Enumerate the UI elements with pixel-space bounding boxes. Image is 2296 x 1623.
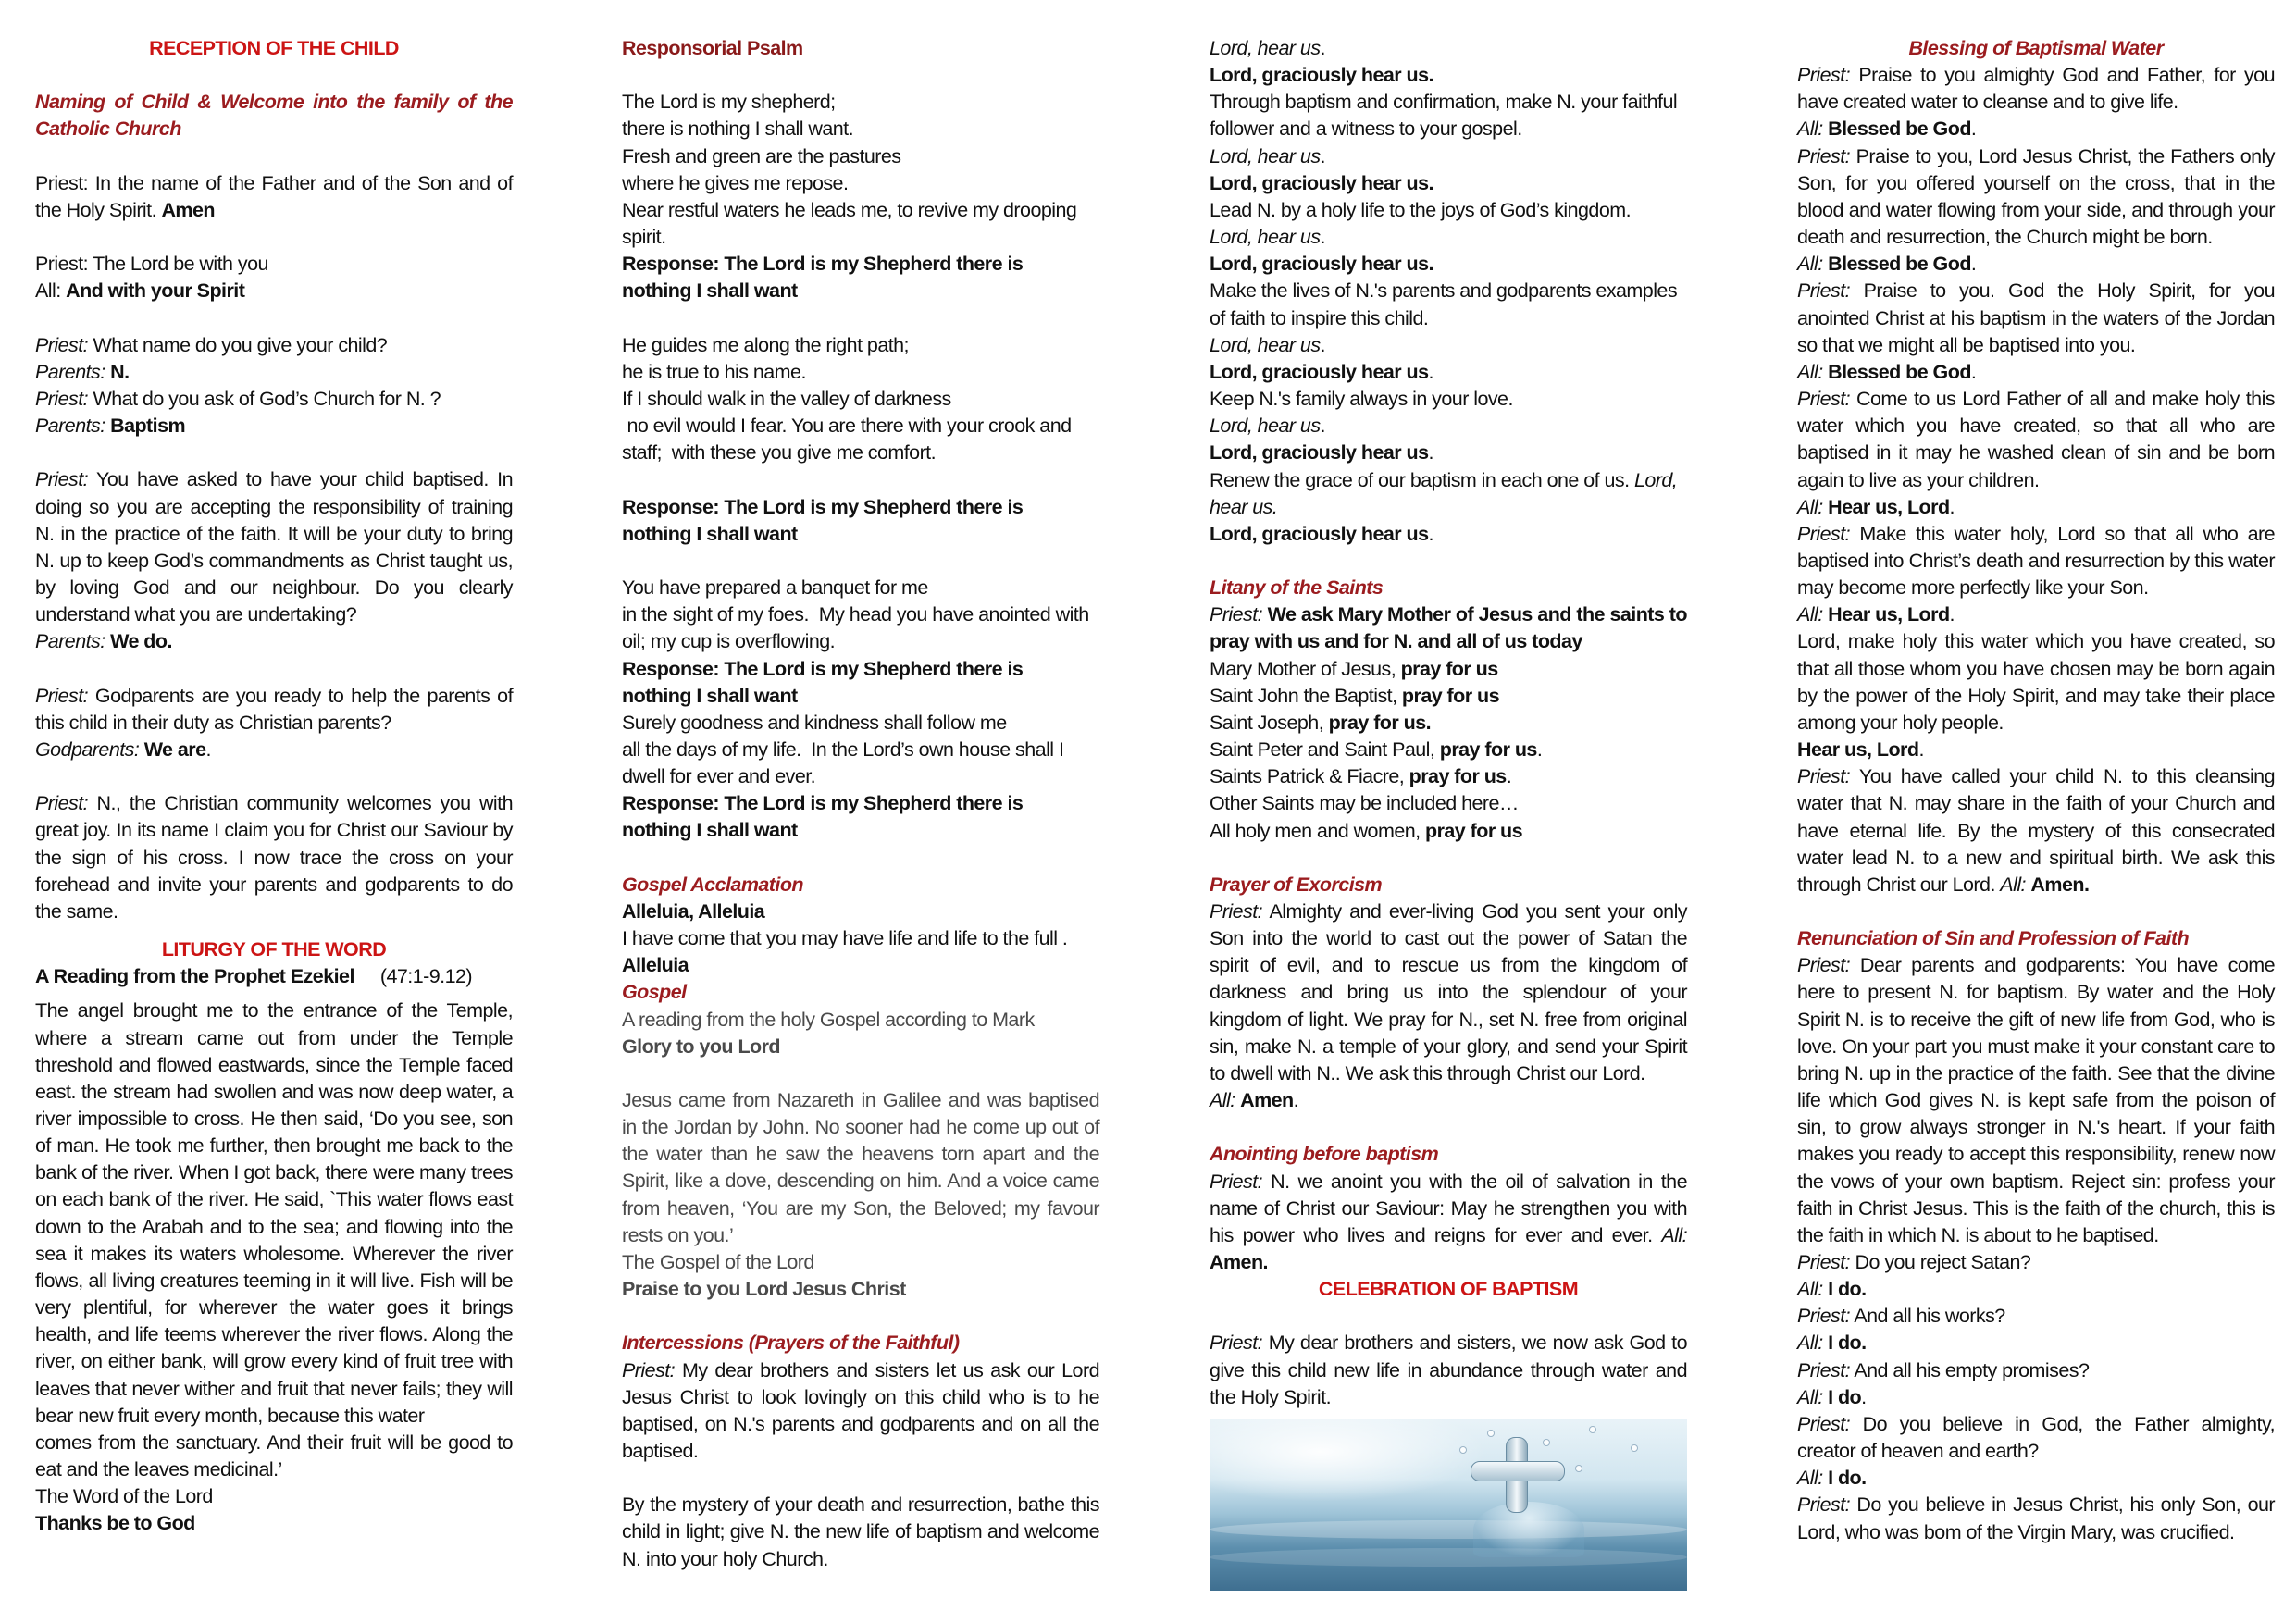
litany-intro: [1210, 601, 1687, 655]
hear-us: [1210, 35, 1687, 62]
exorcism-heading: Prayer of Exorcism: [1210, 873, 1383, 896]
graciously-hear-us: [1210, 62, 1687, 89]
all-label: All:: [1797, 1278, 1823, 1301]
priest-label: Priest:: [35, 792, 89, 815]
psalm-response: [622, 494, 1099, 548]
saint-name: Mary Mother of Jesus,: [1210, 657, 1401, 680]
priest-label: Priest:: [1797, 765, 1851, 788]
saint-invocation: [1210, 656, 1687, 683]
naming-dialogue: [35, 332, 513, 440]
petition-text: Renew the grace of our baptism in each one of us.: [1210, 468, 1634, 491]
psalm-line: Surely goodness and kindness shall follow me: [622, 711, 1007, 734]
priest-label: Priest:: [1210, 603, 1263, 626]
priest-label: Priest:: [1797, 388, 1851, 411]
alleluia-double: [622, 898, 1099, 925]
welcome-body: N., the Christian community welcomes you with great joy. In its name I claim you for Christ our Saviour by the sign of his cross. I now trace the cross on your forehead and invite your parents and godparents to do the same.: [35, 792, 513, 923]
section-title-liturgy: LITURGY OF THE WORD: [161, 938, 387, 961]
answer: [1797, 1330, 2275, 1357]
renunciation-text: Dear parents and godparents: You have come here to present N. for baptism. By water and the Holy Spirit N. is to receive the gift of new life from God, who is love. On your part you must make it your constant care to bring N. up in the practice of the faith. See that the divine life which God gives N. is kept safe from the poison of sin, to grow always stronger in N.'s heart. If your faith makes you ready to accept this responsibility, renew now the vows of your own baptism. Reject sin: profess your faith in Christ Jesus. This is the faith of the church, this is the faith in which N. is about to he baptised.: [1797, 954, 2275, 1246]
reading-text-continued: comes from the sanctuary. And their fruit will be good to eat and the leaves medicinal.’: [35, 1431, 513, 1481]
period: .: [1506, 765, 1512, 788]
graciously-hear-us: [1210, 170, 1687, 197]
period: .: [1320, 144, 1325, 167]
thanks-response: Thanks be to God: [35, 1512, 195, 1535]
thanks-be-to-god: [35, 1510, 513, 1537]
gracious-text: Lord, graciously hear us: [1210, 522, 1429, 545]
blessing-5: [1797, 521, 2275, 601]
gracious-text: Lord, graciously hear us: [1210, 360, 1429, 383]
blessing-1: [1797, 62, 2275, 116]
godparents-answer: [35, 737, 513, 763]
question-text: And all his empty promises?: [1850, 1358, 2090, 1381]
greeting-priest: Priest: The Lord be with you: [35, 253, 268, 276]
i-do-response: I do: [1828, 1385, 1862, 1408]
intercessions-text: My dear brothers and sisters let us ask our Lord Jesus Christ to look lovingly on this child who is to he baptised, on N.'s parents and godparents and on all the baptised.: [622, 1358, 1099, 1463]
acclamation-heading: Gospel Acclamation: [622, 873, 803, 896]
blessing-2: [1797, 143, 2275, 252]
column-blessing: [1797, 35, 2275, 1546]
pray-for-us: pray for us.: [1328, 711, 1432, 734]
hear-lord-response: Hear us, Lord: [1828, 495, 1950, 518]
blessed-be-god: [1797, 359, 2275, 386]
priest-label: Priest:: [1797, 1493, 1851, 1517]
hear-us-lord: [1797, 601, 2275, 628]
psalm-stanza-1: [622, 89, 1099, 251]
period: .: [1293, 1089, 1299, 1112]
period: .: [205, 737, 211, 761]
parents-label: Parents:: [35, 630, 105, 653]
psalm-line: where he gives me repose.: [622, 171, 849, 194]
saint-invocation: [1210, 737, 1687, 763]
water-cross-photo-icon: [1210, 1419, 1687, 1591]
period: .: [1428, 441, 1433, 465]
priest-label: Priest:: [1797, 954, 1851, 977]
graciously-hear-us: [1210, 440, 1687, 466]
priest-label: Priest:: [1797, 1412, 1851, 1435]
blessed-response: Blessed be God: [1828, 360, 1971, 383]
question-name: What name do you give your child?: [88, 333, 388, 356]
all-label: All:: [1797, 1467, 1823, 1490]
graciously-hear-us: [1210, 359, 1687, 386]
priest-label: Priest:: [35, 684, 89, 707]
hear-us-text: Lord, hear us: [1210, 144, 1321, 167]
welcome-text: [35, 790, 513, 925]
psalm-line: The Lord is my shepherd;: [622, 91, 836, 114]
priest-label: Priest:: [622, 1358, 676, 1381]
answer-baptism: Baptism: [105, 415, 186, 438]
petition: Through baptism and confirmation, make N. your faithful follower and a witness to your gospel.: [1210, 91, 1678, 141]
answer: [1797, 1276, 2275, 1303]
all-label: All:: [1210, 1089, 1235, 1112]
psalm-stanza-4: [622, 710, 1099, 790]
psalm-line: Fresh and green are the pastures: [622, 144, 901, 167]
parents-label: Parents:: [35, 415, 105, 438]
anointing-body: N. we anoint you with the oil of salvation in the name of Christ our Saviour: May he strengthen you with his power who lives and reigns for ever and ever.: [1210, 1170, 1687, 1246]
saint-name: Saint Peter and Saint Paul,: [1210, 738, 1440, 762]
blessed-response: Blessed be God: [1828, 118, 1971, 141]
question: [1797, 1411, 2275, 1465]
all-label: All:: [1661, 1223, 1687, 1246]
blessing-text: Make this water holy, Lord so that all who are baptised into Christ’s death and resurrection by this water may become more perfectly like your Son.: [1797, 522, 2275, 600]
period: .: [1320, 37, 1325, 59]
column-reception: [35, 35, 513, 1537]
celebration-text: [1210, 1330, 1687, 1410]
psalm-line: there is nothing I shall want.: [622, 118, 854, 141]
hear-us-text: Lord, hear us.: [1210, 468, 1678, 518]
graciously-hear-us: [1210, 521, 1687, 548]
anointing-text: [1210, 1169, 1687, 1277]
gospel-intro: A reading from the holy Gospel according to Mark: [622, 1008, 1035, 1031]
blessed-be-god: [1797, 116, 2275, 142]
renunciation-heading: Renunciation of Sin and Profession of Faith: [1797, 927, 2190, 950]
blessing-text: You have called your child N. to this cleansing water that N. may share in the faith of your Church and have eternal life. By the mystery of this consecrated water lead N. to a new and spiritual birth. We ask this through Christ our Lord.: [1797, 765, 2275, 896]
alleluia-text: Alleluia: [622, 954, 689, 977]
exorcism-amen: [1210, 1087, 1687, 1114]
blessing-3: [1797, 278, 2275, 358]
exorcism-body: Almighty and ever-living God you sent your only Son into the world to cast out the power of Satan the spirit of evil, and to rescue us from the kingdom of darkness and bring us into the splendour of your kingdom of light. We pray for N., set N. free from original sin, make N. a temple of your glory, and send your Spirit to dwell with N.. We ask this through Christ our Lord.: [1210, 899, 1687, 1084]
all-label: All:: [1797, 253, 1823, 276]
greeting-response: And with your Spirit: [66, 279, 245, 303]
period: .: [1428, 522, 1433, 545]
petition: Make the lives of N.'s parents and godparents examples of faith to inspire this child.: [1210, 279, 1678, 329]
hear-us-text: Lord, hear us: [1210, 415, 1321, 438]
greeting-all-label: All:: [35, 279, 67, 303]
saint-name: All holy men and women,: [1210, 819, 1425, 842]
priest-label: Priest:: [35, 468, 89, 491]
gospel-end-response: [622, 1276, 1099, 1303]
answer: [1797, 1384, 2275, 1411]
psalm-heading: Responsorial Psalm: [622, 37, 803, 59]
saint-invocation: [1210, 710, 1687, 737]
priest-label: Priest:: [1797, 1305, 1851, 1328]
blessing-text: Praise to you almighty God and Father, for you have created water to cleanse and to give life.: [1797, 64, 2275, 114]
saint-name: Saints Patrick & Fiacre,: [1210, 765, 1409, 788]
hear-us: [1210, 224, 1687, 251]
period: .: [1949, 603, 1955, 626]
psalm-line: all the days of my life. In the Lord’s own house shall I dwell for ever and ever.: [622, 738, 1069, 788]
psalm-line: no evil would I fear. You are there with your crook and staff; with these you give me comfort.: [622, 415, 1076, 465]
psalm-response-text: Response: The Lord is my Shepherd there is nothing I shall want: [622, 495, 1024, 545]
responsibility-question: [35, 466, 513, 628]
gracious-text: Lord, graciously hear us.: [1210, 253, 1433, 276]
saint-invocation: [1210, 818, 1687, 845]
priest-label: Priest:: [35, 333, 89, 356]
saints-list: [1210, 656, 1687, 845]
all-label: All:: [1797, 1332, 1823, 1355]
period: .: [1949, 495, 1955, 518]
psalm-stanza-3: [622, 575, 1099, 655]
psalm-response: [622, 251, 1099, 304]
period: .: [1861, 1385, 1867, 1408]
pray-for-us: pray for us: [1401, 684, 1499, 707]
opening-blessing-text: Priest: In the name of the Father and of the Son and of the Holy Spirit.: [35, 171, 513, 221]
question-text: Do you believe in Jesus Christ, his only Son, our Lord, who was bom of the Virgin Mary, was crucified.: [1797, 1493, 2275, 1543]
period: .: [1536, 738, 1543, 762]
acclamation-verse: I have come that you may have life and life to the full .: [622, 927, 1068, 950]
reading-title-text: A Reading from the Prophet Ezekiel: [35, 965, 354, 988]
i-do-response: I do.: [1828, 1332, 1867, 1355]
amen-response: Amen.: [2030, 873, 2090, 896]
reading-reference: (47:1-9.12): [379, 965, 472, 988]
godparents-question: [35, 683, 513, 737]
saint-invocation: [1210, 683, 1687, 710]
blessing-text: Come to us Lord Father of all and make holy this water which you have created, so that all who are baptised in it may he washed clean of sin and be born again to live as your children.: [1797, 388, 2275, 491]
period: .: [1918, 738, 1924, 762]
question: [1797, 1492, 2275, 1545]
gracious-text: Lord, graciously hear us.: [1210, 171, 1433, 194]
gospel-response: [622, 1034, 1099, 1060]
gospel-heading: Gospel: [622, 981, 687, 1004]
intercessions-intro: [622, 1357, 1099, 1466]
pray-for-us: pray for us: [1400, 657, 1498, 680]
period: .: [1428, 360, 1433, 383]
blessed-be-god: [1797, 251, 2275, 278]
psalm-response-text: Response: The Lord is my Shepherd there is nothing I shall want: [622, 657, 1024, 707]
litany-heading: Litany of the Saints: [1210, 576, 1384, 600]
answer-we-are: We are: [139, 737, 206, 761]
petition: Keep N.'s family always in your love.: [1210, 388, 1513, 411]
priest-label: Priest:: [1210, 1170, 1263, 1193]
psalm-line: Near restful waters he leads me, to revive my drooping spirit.: [622, 198, 1077, 249]
graciously-hear-us: [1210, 251, 1687, 278]
all-label: All:: [1797, 360, 1823, 383]
amen-response: Amen: [1240, 1089, 1294, 1112]
answer: [1797, 1465, 2275, 1492]
psalm-response: [622, 790, 1099, 844]
parents-answer: [35, 628, 513, 655]
celebration-body: My dear brothers and sisters, we now ask God to give this child new life in abundance through water and the Holy Spirit.: [1210, 1332, 1687, 1408]
saint-name: Saint John the Baptist,: [1210, 684, 1402, 707]
period: .: [1320, 415, 1325, 438]
hear-us-lord: [1797, 494, 2275, 521]
blessing-6: Lord, make holy this water which you have created, so that all those whom you have chosen may be born again by the power of the Holy Spirit, and may take their place among your holy people.: [1797, 630, 2275, 734]
all-label: All:: [1797, 603, 1823, 626]
hear-lord-response: Hear us, Lord: [1797, 738, 1919, 762]
section-title-celebration: CELEBRATION OF BAPTISM: [1318, 1278, 1579, 1301]
hear-us-lord: [1797, 737, 2275, 763]
psalm-line: He guides me along the right path;: [622, 333, 909, 356]
hear-us-text: Lord, hear us: [1210, 226, 1321, 249]
word-of-the-lord: The Word of the Lord: [35, 1485, 213, 1508]
alleluia-single: [622, 952, 1099, 979]
saint-name: Other Saints may be included here…: [1210, 792, 1519, 815]
period: .: [1970, 360, 1977, 383]
psalm-line: in the sight of my foes. My head you have anointed with oil; my cup is overflowing.: [622, 603, 1095, 653]
gracious-text: Lord, graciously hear us: [1210, 441, 1429, 465]
psalm-response: [622, 656, 1099, 710]
psalm-response-text: Response: The Lord is my Shepherd there is nothing I shall want: [622, 253, 1024, 303]
all-label: All:: [1797, 118, 1823, 141]
priest-label: Priest:: [1797, 1358, 1851, 1381]
glory-response: Glory to you Lord: [622, 1035, 781, 1058]
all-label: All:: [1797, 495, 1823, 518]
priest-label: Priest:: [1797, 144, 1851, 167]
psalm-line: If I should walk in the valley of darkness: [622, 388, 951, 410]
opening-blessing-response: Amen: [161, 198, 215, 221]
petition: Lead N. by a holy life to the joys of God’s kingdom.: [1210, 198, 1632, 221]
mystery-petition: By the mystery of your death and resurrection, bathe this child in light; give N. the new life of baptism and welcome N. into your holy Church.: [622, 1493, 1099, 1570]
blessing-4: [1797, 386, 2275, 494]
priest-label: Priest:: [1797, 522, 1851, 545]
blessing-7: [1797, 763, 2275, 898]
question: [1797, 1303, 2275, 1330]
blessing-text: Praise to you. God the Holy Spirit, for you anointed Christ at his baptism in the waters of the Jordan so that we might all be baptised into you.: [1797, 279, 2275, 356]
column-litany: [1210, 35, 1687, 1591]
responsibility-text: You have asked to have your child baptised. In doing so you are accepting the responsibility of training N. in the practice of the faith. It will be your duty to bring N. up to keep God’s commandments as Christ taught us, by loving God and our neighbour. Do you clearly understand what you are undertaking?: [35, 468, 513, 626]
priest-label: Priest:: [35, 387, 89, 410]
all-label: All:: [2000, 873, 2026, 896]
blessing-heading: Blessing of Baptismal Water: [1908, 37, 2164, 59]
amen-response: Amen.: [1210, 1250, 1268, 1273]
column-psalm-gospel: [622, 35, 1099, 1573]
question: [1797, 1357, 2275, 1384]
renunciation-intro: [1797, 952, 2275, 1249]
question-text: Do you believe in God, the Father almighty, creator of heaven and earth?: [1797, 1412, 2275, 1463]
i-do-response: I do.: [1828, 1278, 1867, 1301]
gracious-text: Lord, graciously hear us.: [1210, 64, 1433, 87]
question: [1797, 1249, 2275, 1276]
psalm-line: You have prepared a banquet for me: [622, 576, 928, 600]
blessed-response: Blessed be God: [1828, 253, 1971, 276]
pray-for-us: pray for us: [1409, 765, 1507, 788]
hear-lord-response: Hear us, Lord: [1828, 603, 1950, 626]
opening-blessing: [35, 170, 513, 224]
period: .: [1320, 226, 1325, 249]
priest-label: Priest:: [1797, 64, 1851, 87]
reading-text: The angel brought me to the entrance of the Temple, where a stream came out from under the Temple threshold and flowed eastwards, since the Temple faced east. the stream had swollen and was now deep water, a river impossible to cross. He then said, ‘Do you see, son of man. He took me further, then brought me back to the bank of the river. When I got back, there were many trees on each bank of the river. He said, `This water flows east down to the Arabah and to the sea; and flowing into the sea it makes its waters wholesome. Wherever the river flows, all living creatures teeming in it will live. Fish will be very plentiful, for wherever the water goes it brings health, and life teems wherever the river flows. Along the river, on either bank, will grow every kind of fruit tree with leaves that never wither and fruit that never fails; they will bear new fruit every month, because this water: [35, 999, 513, 1427]
question-ask: What do you ask of God’s Church for N. ?: [88, 387, 441, 410]
i-do-response: I do.: [1828, 1467, 1867, 1490]
saint-name: Saint Joseph,: [1210, 711, 1329, 734]
alleluia-text: Alleluia, Alleluia: [622, 899, 765, 923]
praise-response: Praise to you Lord Jesus Christ: [622, 1278, 906, 1301]
answer-name: N.: [105, 360, 130, 383]
period: .: [1320, 333, 1325, 356]
hear-us: [1210, 143, 1687, 170]
godparents-text: Godparents are you ready to help the parents of this child in their duty as Christian parents?: [35, 684, 513, 734]
priest-label: Priest:: [1210, 1332, 1263, 1355]
saint-invocation: [1210, 763, 1687, 790]
hear-us-text: Lord, hear us: [1210, 37, 1321, 59]
period: .: [1970, 118, 1977, 141]
question-text: And all his works?: [1850, 1305, 2005, 1328]
priest-label: Priest:: [1797, 1251, 1851, 1274]
hear-us: [1210, 332, 1687, 359]
all-label: All:: [1797, 1385, 1823, 1408]
psalm-stanza-2: [622, 332, 1099, 467]
psalm-line: he is true to his name.: [622, 360, 806, 383]
priest-label: Priest:: [1210, 899, 1263, 923]
period: .: [1970, 253, 1977, 276]
hear-us: [1210, 413, 1687, 440]
litany-intro-text: We ask Mary Mother of Jesus and the saints to pray with us and for N. and all of us today: [1210, 603, 1687, 653]
psalm-response-text: Response: The Lord is my Shepherd there is nothing I shall want: [622, 792, 1024, 842]
exorcism-text: [1210, 898, 1687, 1087]
intercessions-heading: Intercessions (Prayers of the Faithful): [622, 1332, 960, 1355]
reading-title: [35, 963, 513, 990]
naming-heading: Naming of Child & Welcome into the family of the Catholic Church: [35, 91, 513, 141]
anointing-heading: Anointing before baptism: [1210, 1143, 1439, 1166]
priest-label: Priest:: [1797, 279, 1851, 303]
greeting: [35, 251, 513, 304]
godparents-label: Godparents:: [35, 737, 140, 761]
pray-for-us: pray for us: [1424, 819, 1523, 842]
answer-we-do: We do.: [105, 630, 172, 653]
parents-label: Parents:: [35, 360, 105, 383]
section-title-reception: RECEPTION OF THE CHILD: [149, 37, 399, 59]
question-text: Do you reject Satan?: [1850, 1251, 2031, 1274]
petition: [1210, 467, 1687, 521]
pray-for-us: pray for us: [1439, 738, 1537, 762]
gospel-text: Jesus came from Nazareth in Galilee and was baptised in the Jordan by John. No sooner had he come up out of the water than he saw the heavens torn apart and the Spirit, like a dove, descending on him. And a voice came from heaven, ‘You are my Son, the Beloved; my favour rests on you.’: [622, 1089, 1099, 1246]
saint-invocation: [1210, 790, 1687, 817]
blessing-text: Praise to you, Lord Jesus Christ, the Fathers only Son, for you offered yourself on the cross, that in the blood and water flowing from your side, and through your death and resurrection, the Church might be born.: [1797, 144, 2275, 249]
hear-us-text: Lord, hear us: [1210, 333, 1321, 356]
gospel-end: The Gospel of the Lord: [622, 1250, 814, 1273]
